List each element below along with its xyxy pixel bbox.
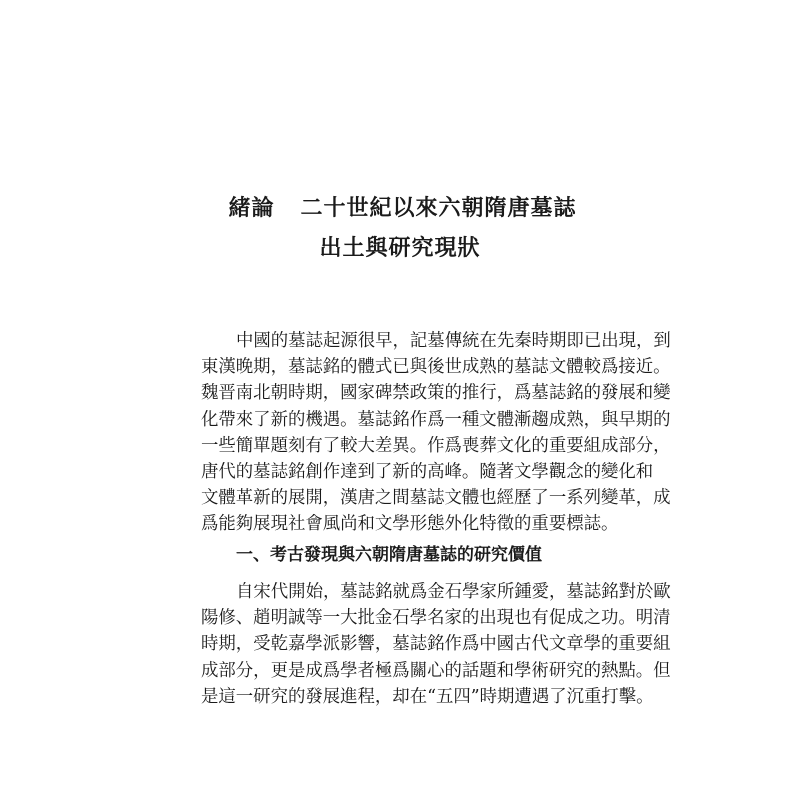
paragraph-2 (201, 579, 671, 710)
chapter-title-main: 二十世紀以來六朝隋唐墓誌 (300, 195, 577, 221)
chapter-title-line-1 (0, 188, 800, 228)
paragraph-1 (201, 328, 671, 538)
paragraph-line: 陽修、趙明誠等一大批金石學名家的出現也有促成之功。明清 (201, 608, 671, 629)
paragraph-line: 是這一研究的發展進程，却在“五四”時期遭遇了沉重打擊。 (201, 686, 654, 707)
paragraph-line: 魏晋南北朝時期，國家碑禁政策的推行，爲墓誌銘的發展和變 (201, 383, 671, 404)
paragraph-line: 唐代的墓誌銘創作達到了新的高峰。隨著文學觀念的變化和 (201, 462, 654, 483)
paragraph-line: 成部分，更是成爲學者極爲關心的話題和學術研究的熱點。但 (201, 660, 671, 681)
chapter-label: 緒論 (228, 195, 275, 221)
section-heading: 一、考古發現與六朝隋唐墓誌的研究價值 (236, 545, 542, 565)
paragraph-line: 時期，受乾嘉學派影響，墓誌銘作爲中國古代文章學的重要組 (201, 634, 671, 655)
paragraph-line: 中國的墓誌起源很早，記墓傳統在先秦時期即已出現，到 (236, 331, 671, 351)
chapter-title-line-2: 出土與研究現狀 (319, 235, 481, 261)
chapter-title (0, 188, 800, 268)
paragraph-line: 自宋代開始，墓誌銘就爲金石學家所鍾愛，墓誌銘對於歐 (236, 582, 671, 602)
paragraph-line: 文體革新的展開，漢唐之間墓誌文體也經歷了一系列變革，成 (201, 488, 671, 509)
paragraph-line: 東漢晚期，墓誌銘的體式已與後世成熟的墓誌文體較爲接近。 (201, 357, 671, 378)
paragraph-line: 爲能夠展現社會風尚和文學形態外化特徵的重要標誌。 (201, 514, 619, 535)
paragraph-line: 化帶來了新的機遇。墓誌銘作爲一種文體漸趨成熟，與早期的 (201, 409, 671, 430)
paragraph-line: 一些簡單題刻有了較大差異。作爲喪葬文化的重要組成部分， (201, 435, 671, 456)
